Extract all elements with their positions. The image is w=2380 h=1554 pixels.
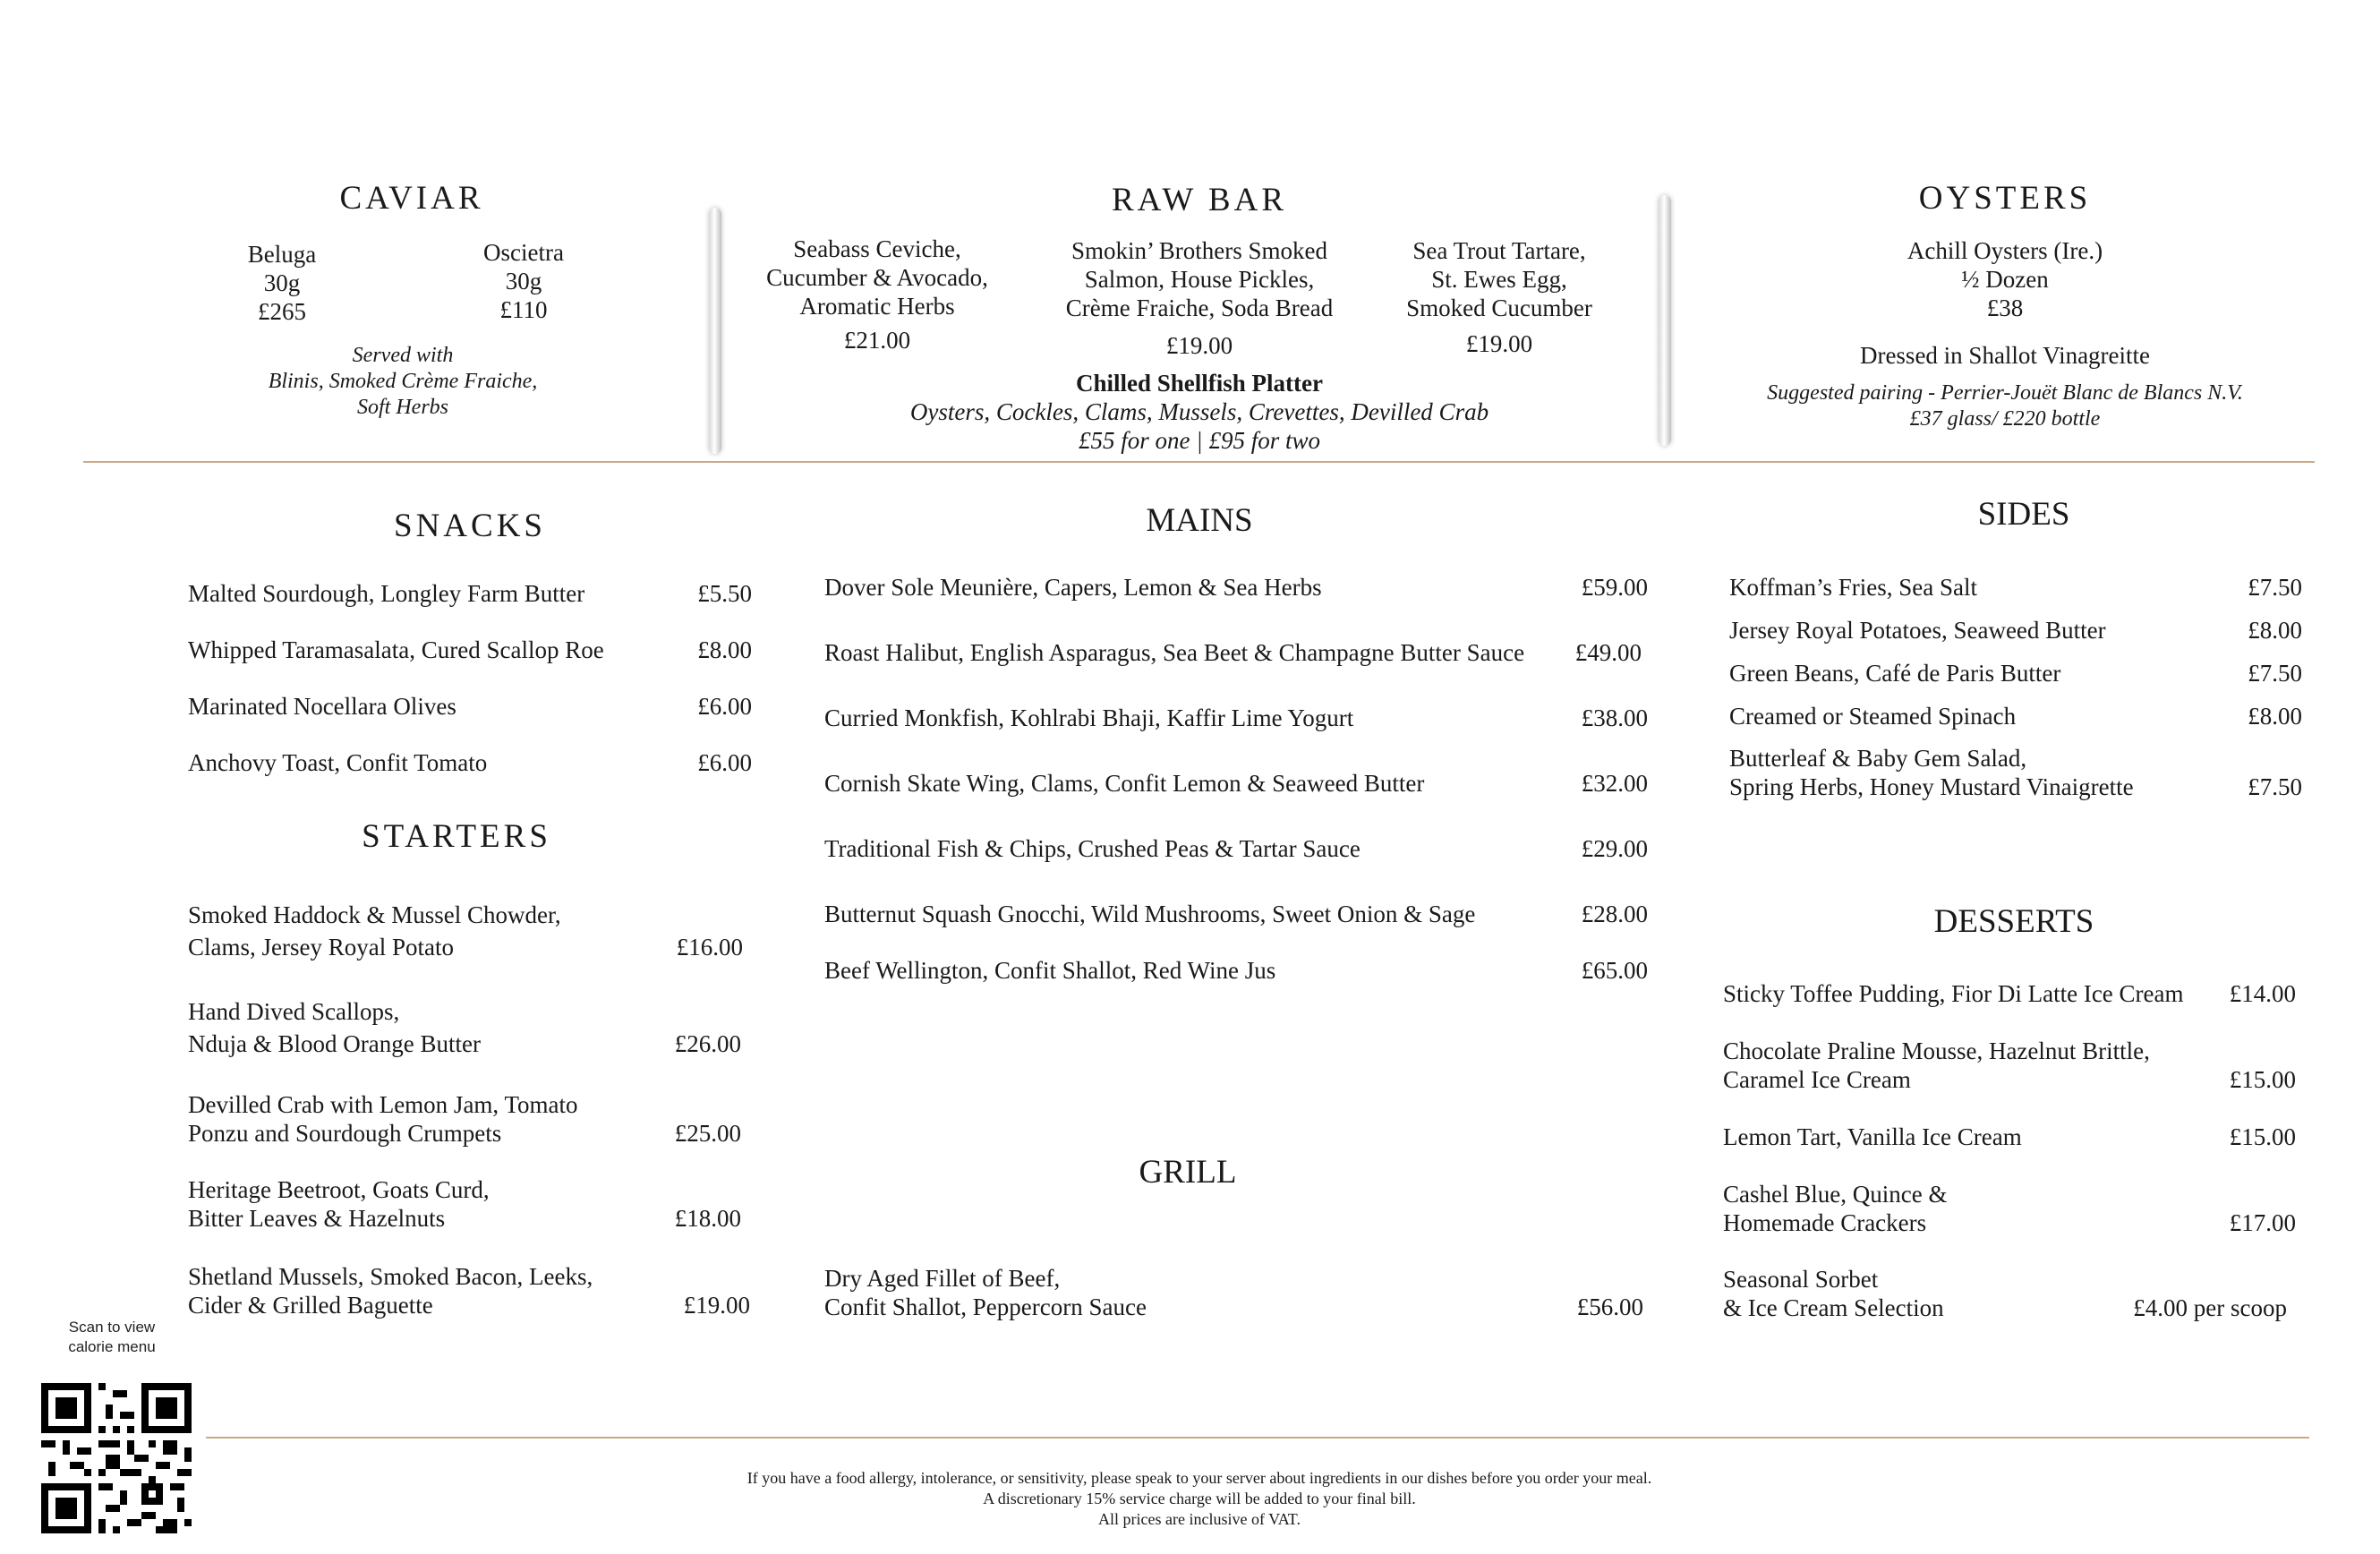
caviar-item-weight: 30g — [263, 269, 301, 296]
divider-bar-left — [709, 208, 721, 454]
list-item: Shetland Mussels, Smoked Bacon, Leeks, Cider & Grilled Baguette £19.00 — [188, 1263, 750, 1319]
shellfish-platter-price: £55 for one | £95 for two — [1079, 427, 1320, 454]
desserts-title: DESSERTS — [1933, 903, 2094, 940]
list-item: Smoked Haddock & Mussel Chowder, Clams, Jersey Royal Potato £16.00 — [188, 901, 743, 961]
caviar-item-weight: 30g — [505, 268, 542, 295]
raw-bar-item: Sea Trout Tartare, St. Ewes Egg, Smoked Cucumber £19.00 — [1365, 236, 1634, 358]
oysters-name: Achill Oysters (Ire.) — [1907, 237, 2103, 264]
list-item: Dry Aged Fillet of Beef, Confit Shallot, Peppercorn Sauce £56.00 — [824, 1265, 1643, 1320]
mains-title: MAINS — [1146, 502, 1253, 539]
footer-vat-note: All prices are inclusive of VAT. — [1098, 1510, 1301, 1528]
caviar-title: CAVIAR — [339, 180, 484, 217]
footer-notes — [564, 1468, 1835, 1530]
caviar-item-beluga — [192, 240, 371, 326]
list-item: Heritage Beetroot, Goats Curd, Bitter Leaves & Hazelnuts £18.00 — [188, 1176, 741, 1232]
oysters-pairing: Suggested pairing - Perrier-Jouët Blanc de Blancs N.V. £37 glass/ £220 bottle — [1767, 381, 2243, 431]
oysters-dressing: Dressed in Shallot Vinagreitte — [1859, 342, 2151, 369]
oysters-item — [1826, 236, 2184, 322]
starters-title: STARTERS — [362, 818, 551, 855]
raw-bar-item: Smokin’ Brothers Smoked Salmon, House Pickles, Crème Fraiche, Soda Bread £19.00 — [1047, 236, 1352, 360]
list-item: Devilled Crab with Lemon Jam, Tomato Ponzu and Sourdough Crumpets £25.00 — [188, 1091, 741, 1147]
list-item: Hand Dived Scallops, Nduja & Blood Orange Butter £26.00 — [188, 998, 741, 1057]
qr-code-icon[interactable] — [41, 1383, 192, 1533]
raw-bar-item: Seabass Ceviche, Cucumber & Avocado, Aromatic Herbs £21.00 — [743, 235, 1011, 354]
raw-bar-price: £19.00 — [1165, 332, 1233, 359]
raw-bar-price: £21.00 — [843, 327, 911, 354]
caviar-item-name: Oscietra — [483, 239, 564, 266]
oysters-qty: ½ Dozen — [1961, 266, 2049, 293]
list-item: Chocolate Praline Mousse, Hazelnut Brittle, Caramel Ice Cream £15.00 — [1723, 1037, 2296, 1093]
snacks-title: SNACKS — [394, 508, 546, 544]
list-item: Seasonal Sorbet & Ice Cream Selection £4.00 per scoop — [1723, 1266, 2287, 1321]
list-item: Cashel Blue, Quince & Homemade Crackers £17.00 — [1723, 1181, 2296, 1236]
divider-bar-right — [1659, 195, 1671, 446]
caviar-item-price: £265 — [258, 298, 306, 325]
caviar-item-oscietra — [434, 238, 613, 324]
raw-bar-price: £19.00 — [1465, 330, 1533, 357]
raw-bar-title: RAW BAR — [1111, 182, 1288, 218]
caviar-item-name: Beluga — [247, 241, 317, 268]
footer-service-note: A discretionary 15% service charge will be added to your final bill. — [983, 1490, 1416, 1507]
caviar-served-with: Served with Blinis, Smoked Crème Fraiche, Soft Herbs — [268, 344, 538, 419]
oysters-price: £38 — [1986, 295, 2024, 321]
top-divider-rule — [83, 461, 2315, 463]
oysters-title: OYSTERS — [1918, 180, 2092, 217]
bottom-divider-rule — [206, 1437, 2309, 1439]
footer-allergy-note: If you have a food allergy, intolerance, or sensitivity, please speak to your server about ingredients in our dishes before you order your meal. — [746, 1469, 1652, 1487]
qr-label: Scan to view calorie menu — [68, 1319, 156, 1355]
sides-title: SIDES — [1977, 496, 2070, 533]
caviar-item-price: £110 — [499, 296, 548, 323]
shellfish-platter-desc: Oysters, Cockles, Clams, Mussels, Crevettes, Devilled Crab — [909, 398, 1489, 425]
grill-title: GRILL — [1139, 1154, 1237, 1191]
list-item: Butterleaf & Baby Gem Salad, Spring Herbs, Honey Mustard Vinaigrette £7.50 — [1729, 745, 2302, 800]
shellfish-platter-title: Chilled Shellfish Platter — [1076, 370, 1323, 397]
